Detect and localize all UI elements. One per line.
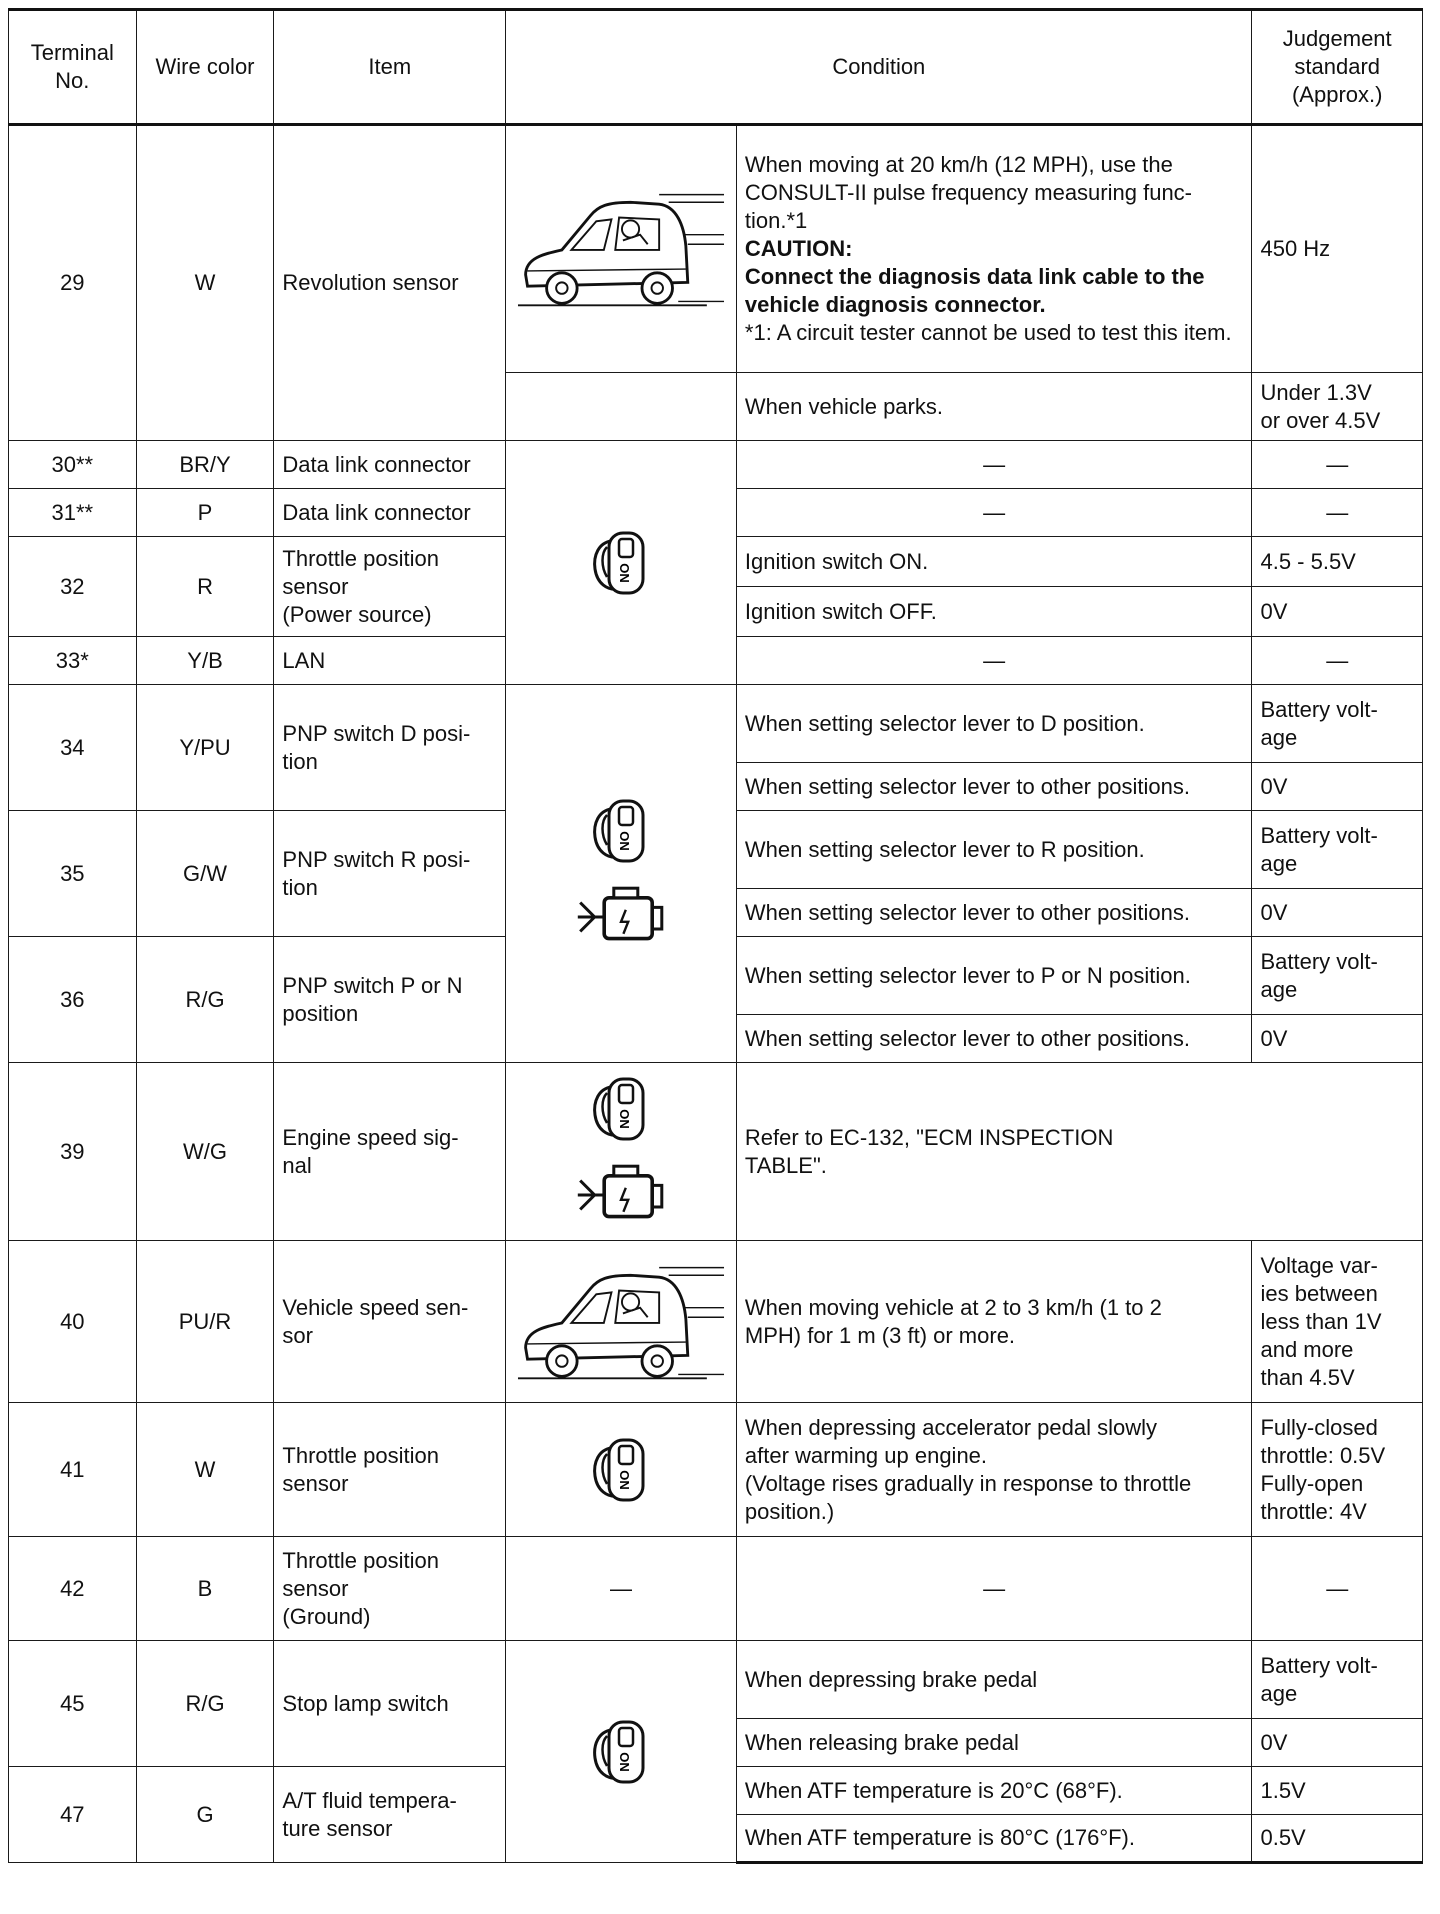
judgement-value: Battery volt- age — [1252, 685, 1423, 763]
condition-text: — — [736, 1537, 1252, 1641]
condition-text: When moving vehicle at 2 to 3 km/h (1 to 2 MPH) for 1 m (3 ft) or more. — [736, 1241, 1252, 1403]
item-name: Data link connector — [274, 441, 506, 489]
footnote-text: *1: A circuit tester cannot be used to test this item. — [744, 320, 1232, 345]
condition-text: When setting selector lever to other positions. — [736, 889, 1252, 937]
condition-text: When setting selector lever to R position. — [736, 811, 1252, 889]
item-name: Stop lamp switch — [274, 1641, 506, 1767]
table-row — [9, 1241, 1423, 1403]
header-wire-color: Wire color — [136, 10, 274, 125]
wire-color: R — [136, 537, 274, 637]
judgement-value: — — [1252, 489, 1423, 537]
condition-text: When setting selector lever to other positions. — [736, 763, 1252, 811]
condition-icon-cell: — — [506, 1537, 737, 1641]
judgement-value: 0V — [1252, 587, 1423, 637]
condition-text: When depressing accelerator pedal slowly after warming up engine. (Voltage rises gradually in response to throttle position.) — [736, 1403, 1252, 1537]
item-name: Vehicle speed sen- sor — [274, 1241, 506, 1403]
item-name: PNP switch D posi- tion — [274, 685, 506, 811]
wire-color: Y/B — [136, 637, 274, 685]
header-condition: Condition — [506, 10, 1252, 125]
condition-text: When ATF temperature is 80°C (176°F). — [736, 1815, 1252, 1863]
terminal-number: 30** — [9, 441, 137, 489]
condition-text: — — [736, 637, 1252, 685]
terminal-number: 36 — [9, 937, 137, 1063]
terminal-number: 40 — [9, 1241, 137, 1403]
condition-main: When moving at 20 km/h (12 MPH), use the CONSULT-II pulse frequency measuring func- tion.*1 — [744, 152, 1193, 233]
condition-icon-cell — [506, 125, 737, 373]
item-name: LAN — [274, 637, 506, 685]
table-row — [9, 1063, 1423, 1241]
condition-text: When vehicle parks. — [736, 373, 1252, 441]
condition-text: Refer to EC-132, "ECM INSPECTION TABLE". — [736, 1063, 1422, 1241]
judgement-value: 0V — [1252, 1015, 1423, 1063]
caution-text: CAUTION: Connect the diagnosis data link cable to the vehicle diagnosis connector. — [744, 236, 1205, 317]
condition-text: — — [736, 441, 1252, 489]
wire-color: PU/R — [136, 1241, 274, 1403]
judgement-value: 4.5 - 5.5V — [1252, 537, 1423, 587]
table-row — [9, 1403, 1423, 1537]
condition-text: When setting selector lever to D position. — [736, 685, 1252, 763]
condition-icon-cell — [506, 1241, 737, 1403]
judgement-value: 0.5V — [1252, 1815, 1423, 1863]
wire-color: W/G — [136, 1063, 274, 1241]
condition-icon-cell — [506, 1641, 737, 1863]
condition-icon-cell — [506, 373, 737, 441]
moving-car-icon — [516, 1307, 726, 1332]
condition-text: When depressing brake pedal — [736, 1641, 1252, 1719]
table-row — [9, 441, 1423, 489]
terminal-number: 29 — [9, 125, 137, 441]
judgement-value: 450 Hz — [1252, 125, 1423, 373]
wire-color: G/W — [136, 811, 274, 937]
item-name: Revolution sensor — [274, 125, 506, 441]
terminal-inspection-table — [8, 8, 1423, 1864]
ignition-key-on-icon — [589, 548, 653, 573]
judgement-value: Voltage var- ies between less than 1V and more than 4.5V — [1252, 1241, 1423, 1403]
condition-icon-cell — [506, 441, 737, 685]
wire-color: BR/Y — [136, 441, 274, 489]
judgement-value: — — [1252, 1537, 1423, 1641]
engine-running-icon — [573, 1159, 669, 1231]
terminal-number: 32 — [9, 537, 137, 637]
judgement-value: 0V — [1252, 763, 1423, 811]
item-name: PNP switch R posi- tion — [274, 811, 506, 937]
judgement-value: Battery volt- age — [1252, 1641, 1423, 1719]
engine-running-icon — [573, 881, 669, 953]
condition-text: Ignition switch ON. — [736, 537, 1252, 587]
condition-text: When setting selector lever to P or N position. — [736, 937, 1252, 1015]
table-row — [9, 1537, 1423, 1641]
wire-color: R/G — [136, 1641, 274, 1767]
item-name: Throttle position sensor (Power source) — [274, 537, 506, 637]
condition-text: When ATF temperature is 20°C (68°F). — [736, 1767, 1252, 1815]
header-row — [9, 10, 1423, 125]
terminal-number: 47 — [9, 1767, 137, 1863]
judgement-value: 1.5V — [1252, 1767, 1423, 1815]
terminal-number: 41 — [9, 1403, 137, 1537]
condition-text — [736, 125, 1252, 373]
judgement-value: Battery volt- age — [1252, 811, 1423, 889]
header-judgement: Judgement standard (Approx.) — [1252, 10, 1423, 125]
table-row — [9, 685, 1423, 763]
terminal-number: 35 — [9, 811, 137, 937]
wire-color: W — [136, 125, 274, 441]
item-name: A/T fluid tempera- ture sensor — [274, 1767, 506, 1863]
item-name: Throttle position sensor — [274, 1403, 506, 1537]
condition-text: When releasing brake pedal — [736, 1719, 1252, 1767]
terminal-number: 34 — [9, 685, 137, 811]
wire-color: G — [136, 1767, 274, 1863]
judgement-value: 0V — [1252, 889, 1423, 937]
ignition-key-on-icon — [589, 1455, 653, 1480]
item-name: PNP switch P or N position — [274, 937, 506, 1063]
wire-color: B — [136, 1537, 274, 1641]
ignition-key-on-icon — [589, 1073, 653, 1145]
terminal-number: 31** — [9, 489, 137, 537]
judgement-value: Fully-closed throttle: 0.5V Fully-open throttle: 4V — [1252, 1403, 1423, 1537]
header-terminal: Terminal No. — [9, 10, 137, 125]
wire-color: P — [136, 489, 274, 537]
table-row — [9, 125, 1423, 373]
condition-text: — — [736, 489, 1252, 537]
terminal-number: 33* — [9, 637, 137, 685]
table-row — [9, 1641, 1423, 1719]
judgement-value: — — [1252, 637, 1423, 685]
condition-icon-cell — [506, 1063, 737, 1241]
judgement-value: — — [1252, 441, 1423, 489]
terminal-number: 39 — [9, 1063, 137, 1241]
judgement-value: 0V — [1252, 1719, 1423, 1767]
condition-icon-cell — [506, 685, 737, 1063]
terminal-number: 42 — [9, 1537, 137, 1641]
wire-color: Y/PU — [136, 685, 274, 811]
item-name: Throttle position sensor (Ground) — [274, 1537, 506, 1641]
condition-icon-cell — [506, 1403, 737, 1537]
condition-text: Ignition switch OFF. — [736, 587, 1252, 637]
item-name: Engine speed sig- nal — [274, 1063, 506, 1241]
moving-car-icon — [516, 235, 726, 260]
condition-text: When setting selector lever to other positions. — [736, 1015, 1252, 1063]
wire-color: R/G — [136, 937, 274, 1063]
header-item: Item — [274, 10, 506, 125]
item-name: Data link connector — [274, 489, 506, 537]
judgement-value: Under 1.3V or over 4.5V — [1252, 373, 1423, 441]
wire-color: W — [136, 1403, 274, 1537]
ignition-key-on-icon — [589, 795, 653, 867]
judgement-value: Battery volt- age — [1252, 937, 1423, 1015]
ignition-key-on-icon — [589, 1737, 653, 1762]
terminal-number: 45 — [9, 1641, 137, 1767]
